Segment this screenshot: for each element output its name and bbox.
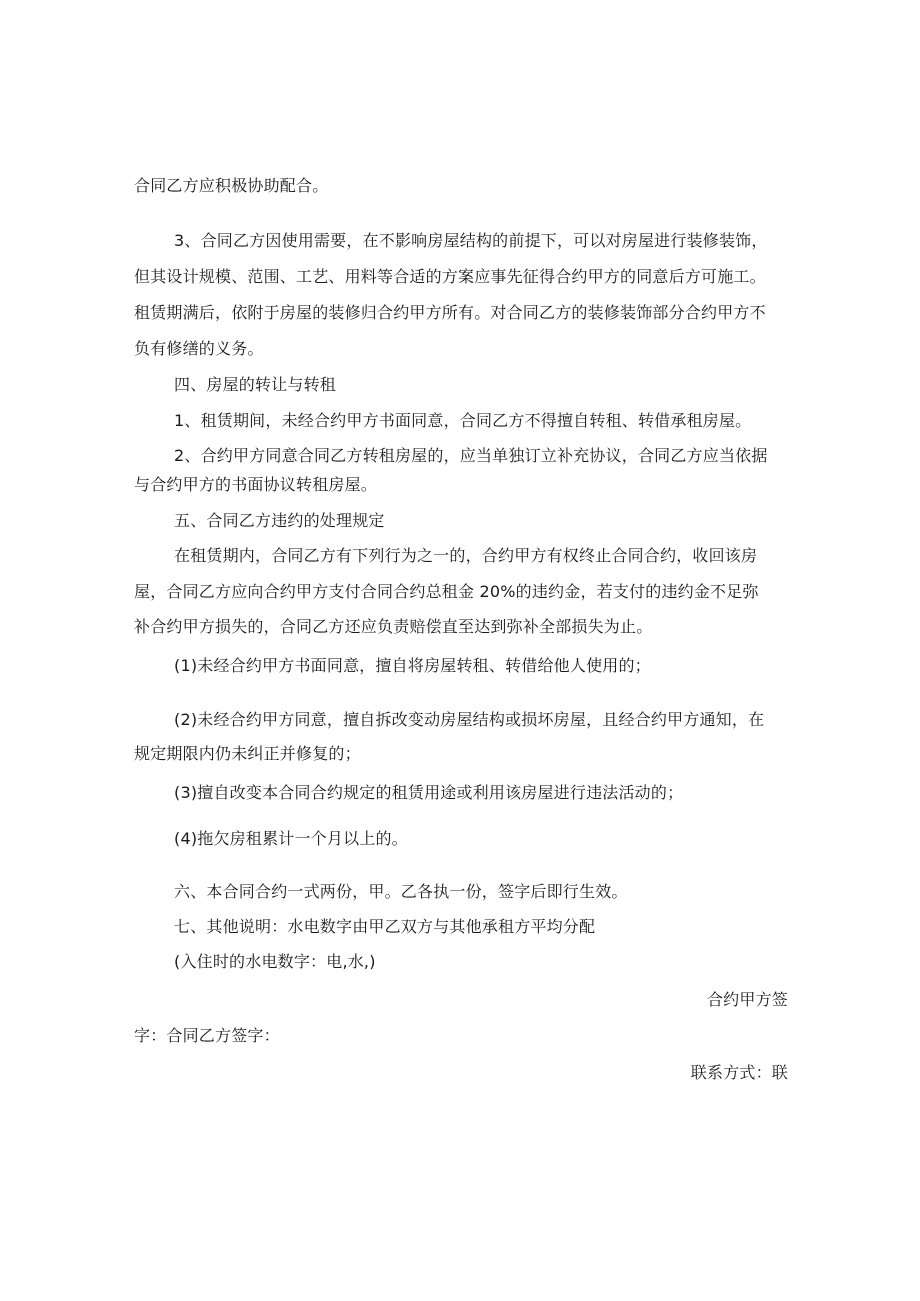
clause-3-line-3: 租赁期满后，依附于房屋的装修归合约甲方所有。对合同乙方的装修装饰部分合约甲方不 bbox=[134, 303, 766, 322]
section-6: 六、本合同合约一式两份，甲。乙各执一份，签字后即行生效。 bbox=[174, 882, 628, 901]
section-4-item-2-line-1: 2、合约甲方同意合同乙方转租房屋的，应当单独订立补充协议，合同乙方应当依据 bbox=[174, 446, 768, 465]
clause-3-line-2: 但其设计规模、范围、工艺、用料等合适的方案应事先征得合约甲方的同意后方可施工。 bbox=[134, 267, 766, 286]
section-5-para-line-3: 补合约甲方损失的，合同乙方还应负责赔偿直至达到弥补全部损失为止。 bbox=[134, 617, 653, 636]
party-b-signature-label: 字：合同乙方签字： bbox=[134, 1026, 280, 1045]
section-5-heading: 五、合同乙方违约的处理规定 bbox=[174, 511, 385, 530]
party-a-signature-label: 合约甲方签 bbox=[706, 990, 788, 1009]
breach-item-4: (4)拖欠房租累计一个月以上的。 bbox=[174, 829, 408, 848]
section-5-para-line-1: 在租赁期内，合同乙方有下列行为之一的，合约甲方有权终止合同合约，收回该房 bbox=[174, 546, 758, 565]
section-4-item-2-line-2: 与合约甲方的书面协议转租房屋。 bbox=[134, 475, 378, 494]
breach-item-3: (3)擅自改变本合同合约规定的租赁用途或利用该房屋进行违法活动的； bbox=[174, 783, 684, 802]
section-7: 七、其他说明：水电数字由甲乙双方与其他承租方平均分配 bbox=[174, 917, 596, 936]
clause-3-line-1: 3、合同乙方因使用需要，在不影响房屋结构的前提下，可以对房屋进行装修装饰， bbox=[174, 231, 768, 250]
paragraph-cooperate: 合同乙方应积极协助配合。 bbox=[134, 176, 329, 195]
breach-item-2-line-1: (2)未经合约甲方同意，擅自拆改变动房屋结构或损坏房屋，且经合约甲方通知，在 bbox=[174, 710, 765, 729]
breach-item-1: (1)未经合约甲方书面同意，擅自将房屋转租、转借给他人使用的； bbox=[174, 656, 651, 675]
section-5-para-line-2: 屋，合同乙方应向合约甲方支付合同合约总租金 20%的违约金，若支付的违约金不足弥 bbox=[134, 582, 759, 601]
section-4-heading: 四、房屋的转让与转租 bbox=[174, 375, 337, 394]
utility-note: (入住时的水电数字：电,水,) bbox=[174, 952, 376, 971]
clause-3-line-4: 负有修缮的义务。 bbox=[134, 339, 264, 358]
breach-item-2-line-2: 规定期限内仍未纠正并修复的； bbox=[134, 744, 361, 763]
contact-label: 联系方式：联 bbox=[690, 1063, 788, 1082]
section-4-item-1: 1、租赁期间，未经合约甲方书面同意，合同乙方不得擅自转租、转借承租房屋。 bbox=[174, 411, 752, 430]
